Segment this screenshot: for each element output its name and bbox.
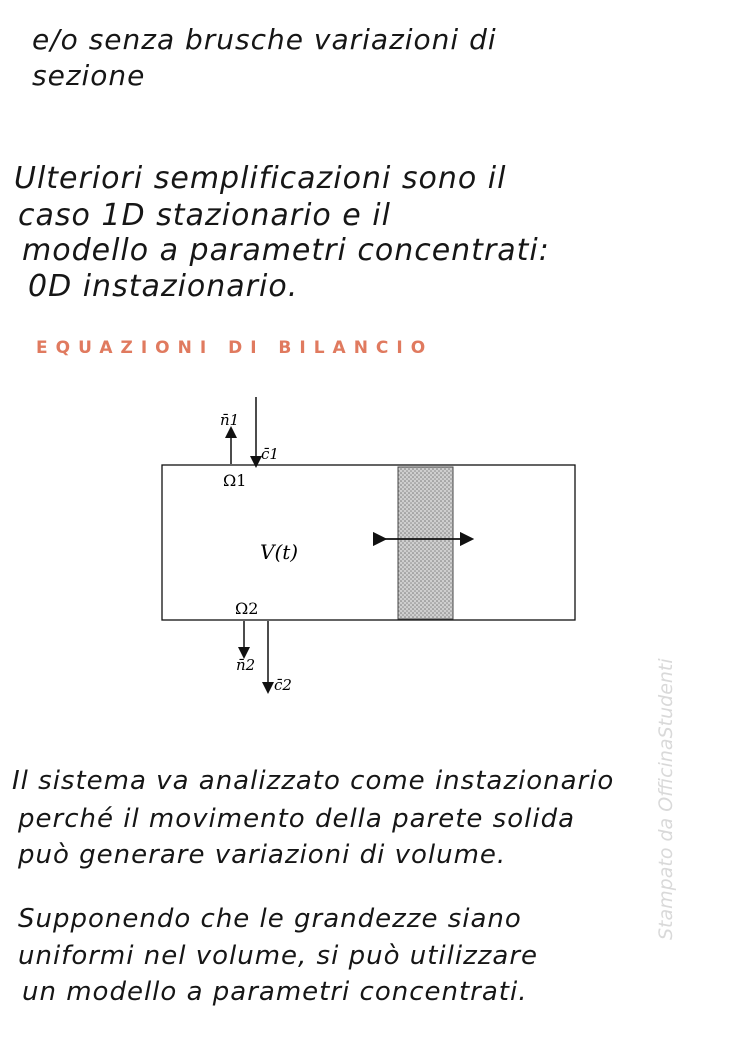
para2-line-1: Il sistema va analizzato come instazionario bbox=[12, 766, 615, 796]
para3-line-1: Supponendo che le grandezze siano bbox=[18, 904, 522, 934]
para3-line-3: un modello a parametri concentrati. bbox=[22, 977, 528, 1007]
volume-label: V(t) bbox=[260, 540, 299, 564]
c2-label: c̄2 bbox=[274, 676, 292, 694]
section-title: EQUAZIONI DI BILANCIO bbox=[36, 338, 434, 358]
para1-line-2: caso 1D stazionario e il bbox=[18, 198, 391, 233]
para1-line-1: Ulteriori semplificazioni sono il bbox=[14, 161, 507, 196]
para3-line-2: uniformi nel volume, si può utilizzare bbox=[18, 941, 539, 971]
control-volume-figure bbox=[140, 392, 618, 702]
text-line-1: e/o senza brusche variazioni di bbox=[32, 23, 497, 56]
para1-line-4: 0D instazionario. bbox=[28, 269, 299, 304]
omega1-label: Ω1 bbox=[223, 471, 247, 490]
para1-line-3: modello a parametri concentrati: bbox=[22, 233, 550, 268]
moving-wall bbox=[398, 467, 453, 619]
control-volume-diagram bbox=[140, 392, 618, 702]
n2-label: n̄2 bbox=[236, 656, 256, 674]
para2-line-3: può generare variazioni di volume. bbox=[18, 840, 507, 870]
text-line-2: sezione bbox=[32, 59, 146, 92]
omega2-label: Ω2 bbox=[235, 599, 259, 618]
n1-label: n̄1 bbox=[220, 411, 240, 429]
c1-label: c̄1 bbox=[261, 445, 279, 463]
para2-line-2: perché il movimento della parete solida bbox=[18, 804, 576, 834]
watermark: Stampato da OfficinaStudenti bbox=[655, 658, 677, 940]
